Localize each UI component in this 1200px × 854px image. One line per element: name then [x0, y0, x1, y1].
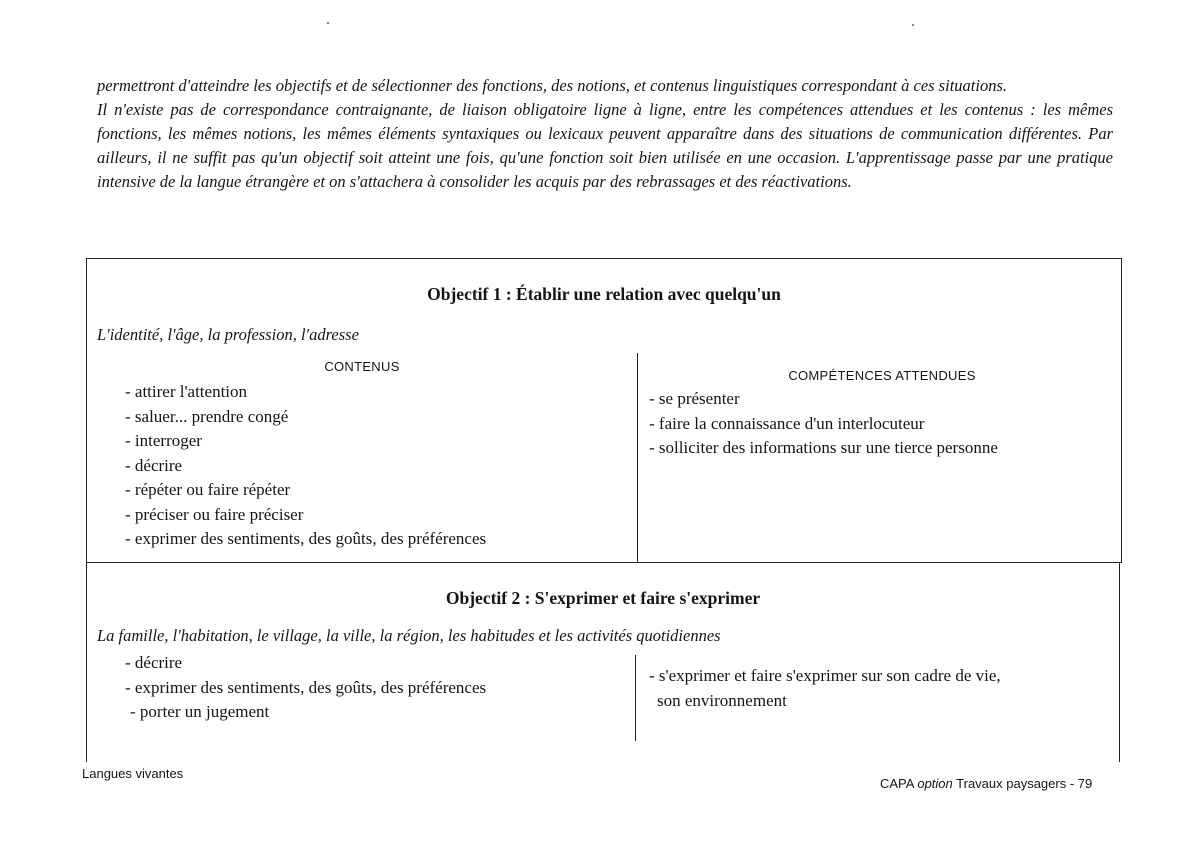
list-item: - exprimer des sentiments, des goûts, des préférences [125, 529, 487, 548]
objective-2-title: Objectif 2 : S'exprimer et faire s'exprimer [445, 588, 761, 608]
list-item: - interroger [125, 431, 202, 450]
list-item: - attirer l'attention [125, 382, 248, 401]
footer-page-number: Travaux paysagers - 79 [956, 776, 1093, 791]
objective-2-box [86, 562, 1120, 762]
footer-option-label: option [917, 776, 953, 791]
list-item: - solliciter des informations sur une tierce personne [649, 438, 998, 457]
objective-1-contents-list [125, 380, 486, 552]
scan-dot [327, 22, 329, 24]
skills-header: COMPÉTENCES ATTENDUES [788, 368, 976, 383]
list-item: - faire la connaissance d'un interlocuteur [649, 413, 925, 433]
intro-paragraph-2: Il n'existe pas de correspondance contraignante, de liaison obligatoire ligne à ligne, entre les compétences attendues et les contenus : les mêmes fonctions, les mêmes notions, les mêmes éléments syntaxiques ou lexicaux peuvent apparaître dans des situations de communication différentes. Par ailleurs, il ne suffit pas qu'un objectif soit atteint une fois, qu'une fonction soit bien utilisée en une occasion. L'apprentissage passe par une pratique intensive de la langue étrangère et on s'attachera à consolider les acquis par des rebrassages et des réactivations. [97, 100, 1113, 191]
footer-section-label: Langues vivantes [82, 766, 184, 781]
objective-2-contents-list [125, 651, 486, 725]
column-divider [635, 655, 636, 741]
list-item: - décrire [125, 455, 183, 475]
objective-2-skills-list [649, 664, 1001, 713]
intro-paragraph-1: permettront d'atteindre les objectifs et de sélectionner des fonctions, des notions, et contenus linguistiques correspondant à ces situations. [97, 76, 1007, 95]
objective-2-theme: La famille, l'habitation, le village, la ville, la région, les habitudes et les activités quotidiennes [97, 626, 721, 645]
objective-1-box [86, 258, 1122, 563]
list-item: - répéter ou faire répéter [125, 480, 291, 499]
list-item: - s'exprimer et faire s'exprimer sur son cadre de vie, [649, 666, 1001, 685]
intro-text [97, 74, 1113, 194]
list-item: - se présenter [649, 389, 740, 408]
list-item: - décrire [125, 653, 183, 672]
footer-course: CAPA [880, 776, 914, 791]
objective-1-theme: L'identité, l'âge, la profession, l'adresse [97, 325, 359, 344]
column-divider [637, 353, 638, 563]
list-item: - préciser ou faire préciser [125, 504, 304, 524]
objective-1-title: Objectif 1 : Établir une relation avec quelqu'un [427, 284, 781, 304]
list-item: - saluer... prendre congé [125, 406, 289, 426]
list-item: son environnement [657, 690, 787, 710]
list-item: - exprimer des sentiments, des goûts, des préférences [125, 677, 487, 697]
objective-1-skills-list [649, 387, 998, 461]
contents-header: CONTENUS [324, 359, 400, 374]
list-item: - porter un jugement [130, 702, 270, 721]
footer-page-info [880, 776, 1092, 791]
scan-dot [912, 24, 914, 26]
